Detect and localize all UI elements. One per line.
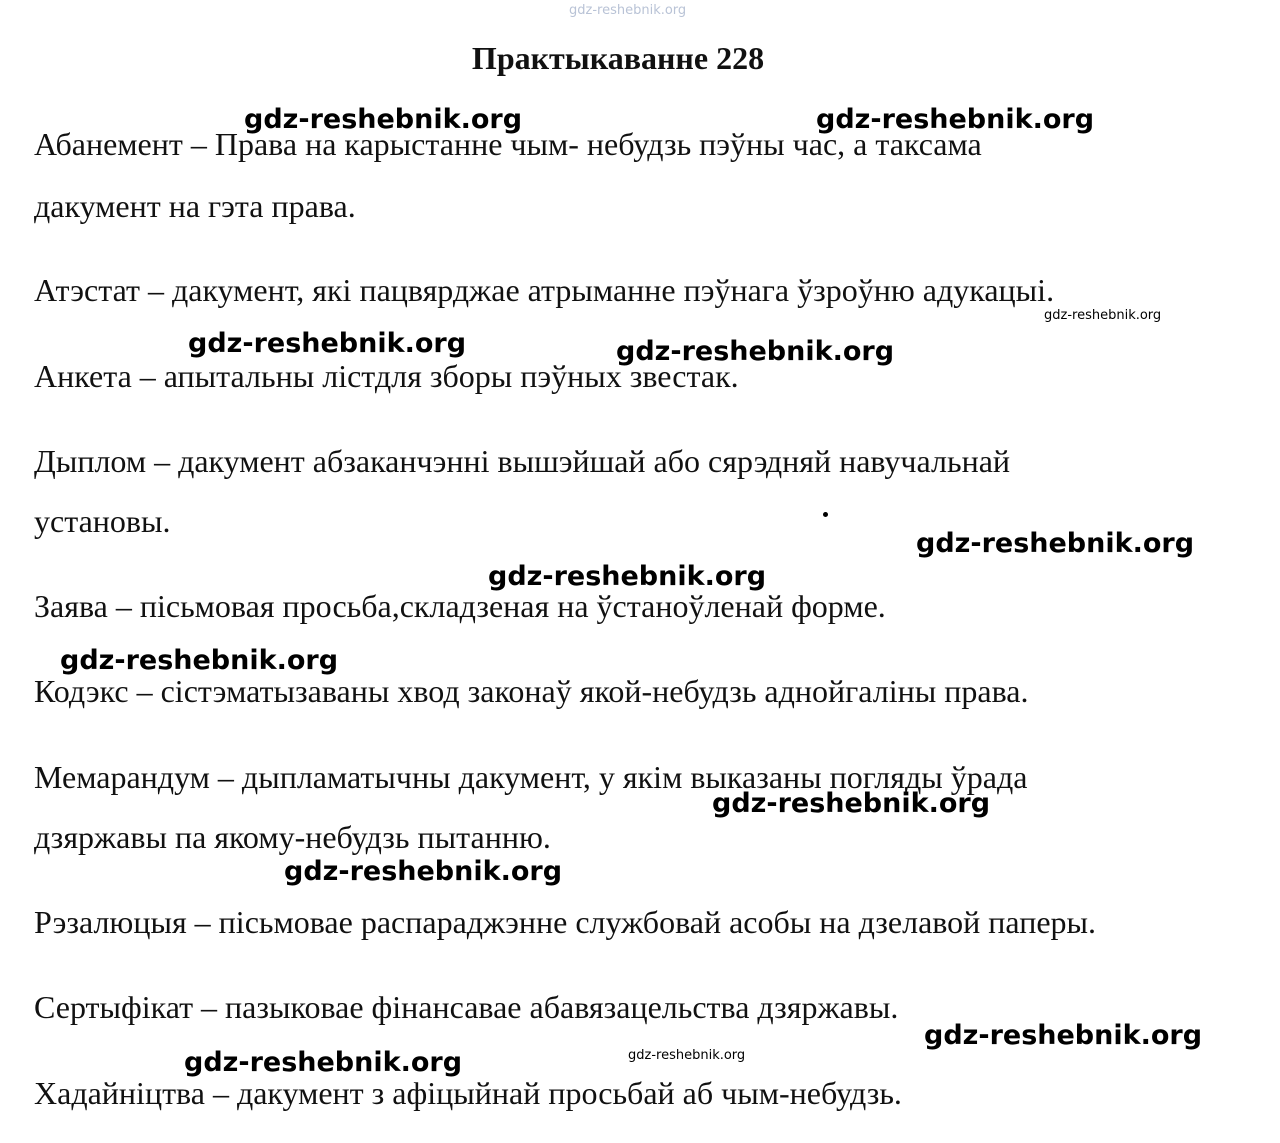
watermark-small: gdz-reshebnik.org — [628, 1048, 746, 1063]
stray-dot — [823, 512, 828, 517]
watermark: gdz-reshebnik.org — [616, 336, 895, 367]
watermark-top: gdz-reshebnik.org — [569, 3, 687, 18]
definition-line-rezalyutsyya: Рэзалюцыя – пісьмовае распараджэнне службовай асобы на дзелавой паперы. — [34, 904, 1097, 940]
watermark: gdz-reshebnik.org — [712, 788, 991, 819]
watermark: gdz-reshebnik.org — [284, 856, 563, 887]
watermark: gdz-reshebnik.org — [184, 1047, 463, 1078]
page-title: Практыкаванне 228 — [471, 40, 765, 76]
watermark: gdz-reshebnik.org — [924, 1020, 1203, 1051]
definition-line-memarandum-1: Мемарандум – дыпламатычны дакумент, у якім выказаны погляды ўрада — [34, 759, 1028, 795]
definition-line-abanement-1: Абанемент – Права на карыстанне чым- небудзь пэўны час, а таксама — [34, 126, 982, 162]
definition-line-kodeks: Кодэкс – сістэматызаваны хвод законаў якой-небудзь аднойгаліны права. — [34, 673, 1029, 709]
watermark: gdz-reshebnik.org — [60, 645, 339, 676]
definition-line-khadainitstva: Хадайніцтва – дакумент з афіцыйнай просьбай аб чым-небудзь. — [34, 1075, 902, 1111]
watermark-small: gdz-reshebnik.org — [1044, 308, 1162, 323]
definition-line-dyplom-2: установы. — [34, 503, 171, 539]
definition-line-atestat: Атэстат – дакумент, які пацвярджае атрыманне пэўнага ўзроўню адукацыі. — [34, 272, 1055, 308]
definition-line-dyplom-1: Дыплом – дакумент абзаканчэнні вышэйшай або сярэдняй навучальнай — [34, 443, 1011, 479]
definition-line-anketa: Анкета – апытальны лістдля зборы пэўных звестак. — [34, 358, 739, 394]
watermark: gdz-reshebnik.org — [488, 561, 767, 592]
watermark: gdz-reshebnik.org — [816, 104, 1095, 135]
definition-line-memarandum-2: дзяржавы па якому-небудзь пытанню. — [34, 819, 551, 855]
watermark: gdz-reshebnik.org — [188, 328, 467, 359]
watermark: gdz-reshebnik.org — [916, 528, 1195, 559]
definition-line-abanement-2: дакумент на гэта права. — [34, 188, 356, 224]
definition-line-zayava: Заява – пісьмовая просьба,складзеная на ўстаноўленай форме. — [34, 588, 886, 624]
definition-line-sertyfikat: Сертыфікат – пазыковае фінансавае абавязацельства дзяржавы. — [34, 989, 899, 1025]
watermark: gdz-reshebnik.org — [244, 104, 523, 135]
